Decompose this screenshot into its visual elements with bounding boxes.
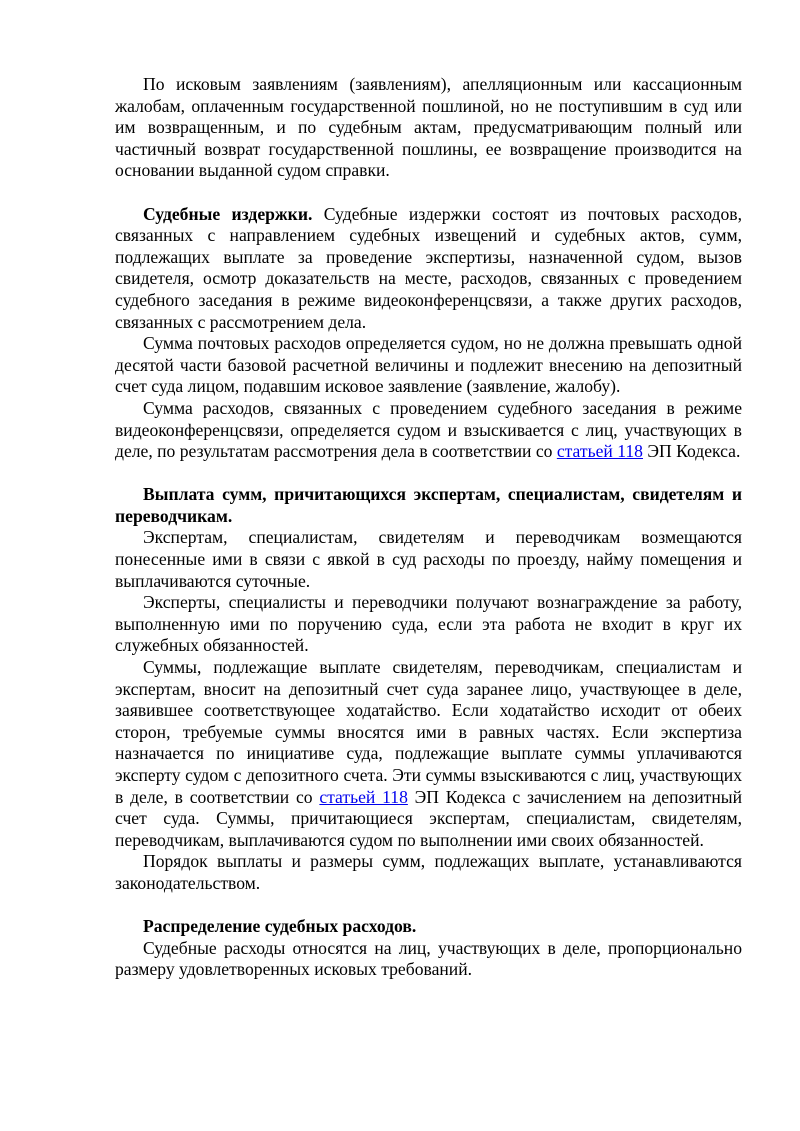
paragraph-video-costs [115, 398, 742, 463]
paragraph-deposit-text-before: Суммы, подлежащие выплате свидетелям, переводчикам, специалистам и экспертам, вносит на депозитный счет суда заранее лицо, участвующее в деле, заявившее соответствующее ходатайство. Если ходатайство исходит от обеих сторон, требуемые суммы вносятся ими в равных частях. Если экспертиза назначается по инициативе суда, подлежащие выплате суммы уплачиваются эксперту судом с депозитного счета. Эти суммы взыскиваются с лиц, участвующих в деле, в соответствии со [115, 657, 742, 807]
paragraph-remuneration-text: Эксперты, специалисты и переводчики получают вознаграждение за работу, выполненную ими по поручению суда, если эта работа не входит в круг их служебных обязанностей. [115, 592, 742, 656]
paragraph-compensation [115, 527, 742, 592]
article-118-link[interactable]: статьей 118 [556, 441, 643, 462]
paragraph-distribution-text: Судебные расходы относятся на лиц, участвующих в деле, пропорционально размеру удовлетворенных исковых требований. [115, 937, 742, 980]
paragraph-postal-costs [115, 333, 742, 398]
paragraph-deposit-text-after: ЭП Кодекса с зачислением на депозитный счет суда. Суммы, причитающиеся экспертам, специалистам, свидетелям, переводчикам, выплачиваются судом по выполнении ими своих обязанностей. [115, 786, 743, 850]
paragraph-distribution [115, 938, 742, 981]
section-heading-payments: Выплата сумм, причитающихся экспертам, специалистам, свидетелям и переводчикам. [115, 484, 742, 526]
paragraph-court-costs-text: Судебные издержки состоят из почтовых расходов, связанных с направлением судебных извещений и судебных актов, сумм, подлежащих выплате за проведение экспертизы, назначенной судом, вызов свидетеля, осмотр доказательств на месте, расходов, связанных с проведением судебного заседания в режиме видеоконференцсвязи, а также других расходов, связанных с рассмотрением дела. [115, 203, 742, 332]
section-heading-distribution: Распределение судебных расходов. [143, 916, 417, 937]
paragraph-procedure [115, 851, 742, 894]
document-page [115, 74, 742, 981]
paragraph-remuneration [115, 592, 742, 657]
paragraph-compensation-text: Экспертам, специалистам, свидетелям и переводчикам возмещаются понесенные ими в связи с явкой в суд расходы по проезду, найму помещения и выплачиваются суточные. [115, 527, 742, 591]
paragraph-court-costs [115, 204, 742, 334]
paragraph-refund [115, 74, 742, 182]
paragraph-procedure-text: Порядок выплаты и размеры сумм, подлежащих выплате, устанавливаются законодательством. [115, 851, 742, 893]
paragraph-video-costs-text-after: ЭП Кодекса. [642, 441, 741, 462]
paragraph-postal-costs-text: Сумма почтовых расходов определяется судом, но не должна превышать одной десятой части базовой расчетной величины и подлежит внесению на депозитный счет суда лицом, подавшим исковое заявление (заявление, жалобу). [115, 333, 742, 397]
paragraph-video-costs-text-before: Сумма расходов, связанных с проведением судебного заседания в режиме видеоконференцсвязи, определяется судом и взыскивается с лиц, участвующих в деле, по результатам рассмотрения дела в соответствии со [115, 397, 742, 462]
article-118-link-2[interactable]: статьей 118 [319, 786, 408, 807]
paragraph-refund-text: По исковым заявлениям (заявлениям), апелляционным или кассационным жалобам, оплаченным государственной пошлиной, но не поступившим в суд или им возвращенным, и по судебным актам, предусматривающим полный или частичный возврат государственной пошлины, ее возвращение производится на основании выданной судом справки. [115, 74, 742, 181]
section-heading-court-costs: Судебные издержки. [143, 203, 313, 224]
paragraph-deposit [115, 657, 742, 851]
